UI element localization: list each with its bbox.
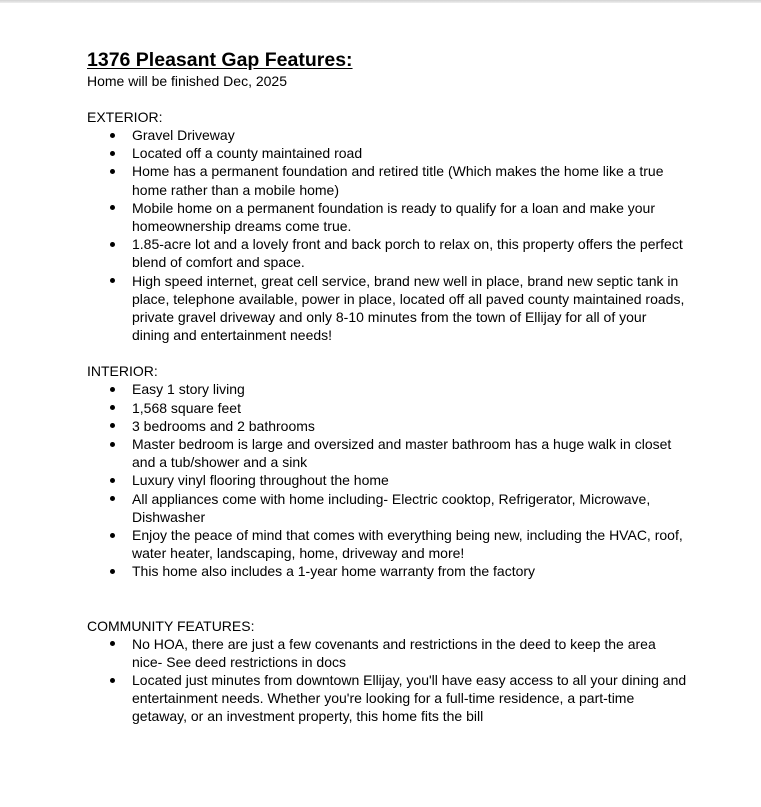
- bullet-icon: [110, 242, 115, 247]
- exterior-heading: EXTERIOR:: [87, 109, 163, 125]
- community-list: [87, 635, 687, 726]
- list-item: [87, 435, 687, 471]
- bullet-icon: [110, 423, 115, 428]
- list-item-text: High speed internet, great cell service, brand new well in place, brand new septic tank in place, telephone available, power in place, located off all paved county maintained roads, private gravel driveway and only 8-10 minutes from the town of Ellijay for all of your dining and entertainment needs!: [132, 272, 685, 344]
- list-item-text: Mobile home on a permanent foundation is ready to qualify for a loan and make your homeownership dreams come true.: [132, 199, 655, 235]
- bullet-icon: [110, 151, 115, 156]
- bullet-icon: [110, 387, 115, 392]
- list-item-text: No HOA, there are just a few covenants and restrictions in the deed to keep the area nice- See deed restrictions in docs: [132, 635, 656, 670]
- list-item-text: All appliances come with home including- Electric cooktop, Refrigerator, Microwave, Dishwasher: [132, 490, 651, 525]
- list-item-text: Master bedroom is large and oversized and master bathroom has a huge walk in closet and a tub/shower and a sink: [132, 436, 672, 471]
- list-item-text: Easy 1 story living: [132, 381, 245, 398]
- bullet-icon: [110, 569, 115, 574]
- list-item: [87, 671, 687, 726]
- top-divider: [0, 0, 761, 3]
- list-item: [87, 162, 687, 198]
- list-item: [87, 199, 687, 235]
- list-item-text: Home has a permanent foundation and retired title (Which makes the home like a true home rather than a mobile home): [132, 163, 664, 198]
- list-item: [87, 235, 687, 271]
- document-title: 1376 Pleasant Gap Features:: [87, 49, 353, 71]
- list-item-text: Located off a county maintained road: [132, 145, 363, 162]
- bullet-icon: [110, 496, 115, 501]
- bullet-icon: [110, 205, 115, 210]
- bullet-icon: [110, 641, 115, 646]
- list-item: [87, 380, 687, 398]
- list-item-text: Enjoy the peace of mind that comes with everything being new, including the HVAC, roof, water heater, landscaping, home, driveway and more!: [132, 527, 683, 562]
- list-item-text: Located just minutes from downtown Ellijay, you'll have easy access to all your dining and entertainment needs. Whether you're looking for a full-time residence, a part-time getaway, or an investment property, this home fits the bill: [132, 672, 687, 725]
- list-item: [87, 490, 687, 526]
- list-item: [87, 272, 687, 345]
- bullet-icon: [110, 478, 115, 483]
- interior-list: [87, 380, 687, 580]
- list-item: [87, 635, 687, 671]
- bullet-icon: [110, 533, 115, 538]
- list-item: [87, 144, 687, 162]
- exterior-section: [87, 108, 687, 344]
- list-item: [87, 471, 687, 489]
- interior-section: [87, 362, 687, 580]
- list-item-text: 1.85-acre lot and a lovely front and back porch to relax on, this property offers the perfect blend of comfort and space.: [132, 236, 683, 271]
- bullet-icon: [110, 405, 115, 410]
- list-item-text: This home also includes a 1-year home warranty from the factory: [132, 563, 536, 580]
- list-item-text: 1,568 square feet: [132, 399, 241, 416]
- exterior-list: [87, 126, 687, 344]
- list-item-text: Gravel Driveway: [132, 127, 235, 143]
- community-heading: COMMUNITY FEATURES:: [87, 617, 255, 634]
- list-item: [87, 526, 687, 562]
- bullet-icon: [110, 442, 115, 447]
- document-page: [87, 48, 687, 726]
- list-item: [87, 417, 687, 435]
- bullet-icon: [110, 678, 115, 683]
- community-section: [87, 617, 687, 726]
- interior-heading: INTERIOR:: [87, 363, 158, 380]
- bullet-icon: [110, 169, 115, 174]
- list-item: [87, 126, 687, 144]
- bullet-icon: [110, 278, 115, 283]
- list-item-text: 3 bedrooms and 2 bathrooms: [132, 417, 315, 434]
- list-item-text: Luxury vinyl flooring throughout the home: [132, 472, 389, 489]
- list-item: [87, 562, 687, 580]
- list-item: [87, 399, 687, 417]
- completion-date-note: Home will be finished Dec, 2025: [87, 73, 287, 89]
- bullet-icon: [110, 133, 115, 138]
